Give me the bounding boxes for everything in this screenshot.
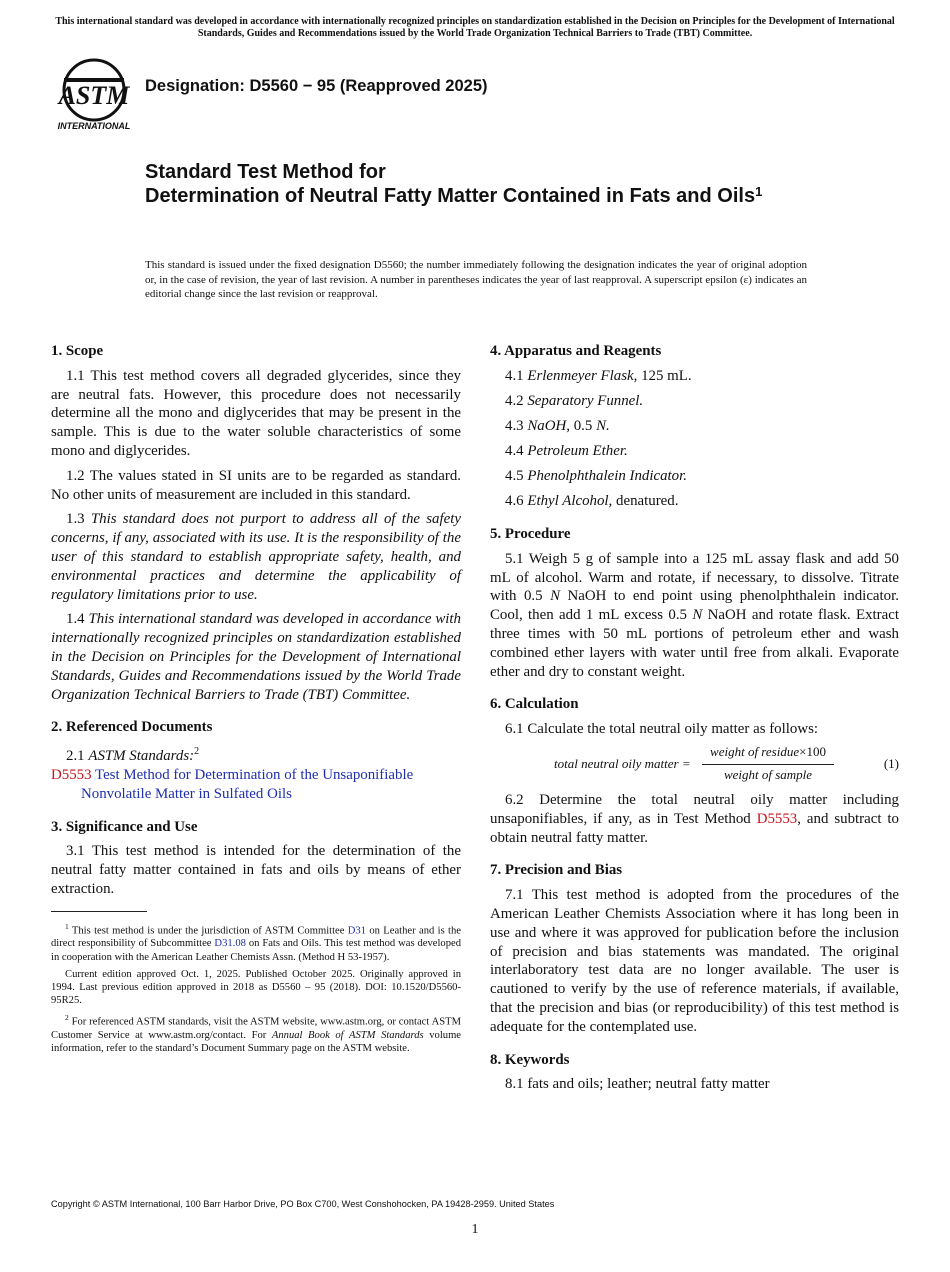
title-main: Determination of Neutral Fatty Matter Contained in Fats and Oils — [145, 185, 756, 207]
equation-denominator: weight of sample — [723, 766, 813, 782]
equation-lhs: total neutral oily matter = — [554, 756, 691, 772]
calculation-heading: 6. Calculation — [490, 696, 579, 713]
fn1-text-a: This test method is under the jurisdiction of ASTM Committee — [71, 925, 345, 937]
fn2-text-b: volume information, refer to the standard’s Document Summary page on the ASTM website. — [51, 1030, 462, 1055]
fn2-text-a: For referenced ASTM standards, visit the ASTM website, www.astm.org, or contact ASTM Customer Service at www.astm.org/contact. For — [51, 1016, 461, 1042]
apparatus-heading: 4. Apparatus and Reagents — [490, 343, 662, 359]
logo-subtitle: INTERNATIONAL — [57, 121, 131, 131]
logo-text: ASTM — [58, 81, 130, 110]
calculation-6-1: 6.1 Calculate the total neutral oily matter as follows: — [505, 721, 819, 738]
calculation-6-2: 6.2 Determine the total neutral oily matter including unsaponifiables, if any, as in Test Method D5553, and subtract to obtain neutral fatty matter. — [490, 792, 899, 846]
ref-sub-fn: 2 — [194, 746, 200, 758]
designation: Designation: D5560 − 95 (Reapproved 2025) — [145, 77, 488, 95]
astm-logo — [52, 56, 136, 132]
equation-1 — [490, 743, 899, 785]
ref-sub-num: 2.1 — [66, 748, 85, 765]
apparatus-item: 4.1 Erlenmeyer Flask, 125 mL. — [505, 367, 692, 384]
scope-1-2: 1.2 The values stated in SI units are to be regarded as standard. No other units of measurement are included in this standard. — [51, 467, 461, 503]
issued-note: This standard is issued under the fixed designation D5560; the number immediately following the designation indicates the year of original adoption or, in the case of revision, the year of last revision. A number in parentheses indicates the year of last reapproval. A superscript epsilon (ε) indicates an editorial change since the last revision or reapproval. — [145, 259, 807, 300]
scope-1-3-num: 1.3 — [66, 511, 85, 528]
apparatus-item: 4.3 NaOH, 0.5 N. — [505, 417, 610, 434]
ref-code-link[interactable]: D5553 — [51, 766, 92, 783]
ref-sub-label: ASTM Standards: — [88, 748, 195, 765]
right-column — [490, 342, 899, 1100]
fn1-text-b: on Leather and is the direct responsibility of Subcommittee — [51, 925, 461, 950]
d5553-link[interactable]: D5553 — [756, 810, 798, 827]
title-line-2 — [145, 184, 825, 208]
apparatus-item: 4.5 Phenolphthalein Indicator. — [505, 468, 687, 485]
fn1-mark: 1 — [65, 921, 69, 931]
fn1-text-c: on Fats and Oils. This test method was developed in cooperation with the American Leather Chemists Assn. (Method H 53-1957). — [51, 938, 462, 963]
fn1-link-d31[interactable]: D31 — [347, 925, 367, 937]
fn2-italic: Annual Book of ASTM Standards — [271, 1030, 424, 1042]
equation-fraction — [702, 743, 834, 785]
precision-heading: 7. Precision and Bias — [490, 862, 623, 879]
apparatus-item: 4.2 Separatory Funnel. — [505, 392, 644, 409]
page-number: 1 — [471, 1222, 479, 1237]
footnote-divider — [51, 911, 147, 912]
fn2-mark: 2 — [65, 1013, 69, 1023]
procedure-5-1: 5.1 Weigh 5 g of sample into a 125 mL assay flask and add 50 mL of alcohol. Warm and rotate, if necessary, to dissolve. Titrate with 0.5 N NaOH to end point using phenolphthalein indicator. Cool, then add 1 mL excess 0.5 N NaOH and rotate flask. Extract three times with 50 mL portions of petroleum ether and wash combined ether layers with water until free from alkali. Evaporate ether and dry to constant weight. — [490, 550, 899, 680]
scope-1-4 — [51, 610, 461, 704]
referenced-heading: 2. Referenced Documents — [51, 719, 213, 736]
scope-1-4-num: 1.4 — [66, 611, 85, 628]
title-line-1: Standard Test Method for — [145, 161, 386, 183]
ref-title-link-cont[interactable]: Nonvolatile Matter in Sulfated Oils — [81, 785, 292, 802]
equation-numerator: weight of residue×100 — [702, 743, 834, 765]
reference-d5553[interactable] — [51, 766, 461, 804]
precision-7-1: 7.1 This test method is adopted from the procedures of the American Leather Chemists Association where it has long been in use and where it was approved for publication before the inclusion of precision and bias statements was mandated. The original interlaboratory test data are no longer available. The user is cautioned to verify by the use of reference materials, if available, that the precision and bias (or reproducibility) of this test method is adequate for the contemplated use. — [490, 887, 899, 1035]
fn1-link-d3108[interactable]: D31.08 — [214, 938, 246, 950]
footnote-2 — [51, 1011, 461, 1055]
left-column — [51, 342, 461, 1060]
apparatus-item: 4.6 Ethyl Alcohol, denatured. — [505, 493, 679, 510]
scope-1-4-text: This international standard was developed in accordance with internationally recognized principles on standardization established in the Decision on Principles for the Development of International Standards, Guides and Recommendations issued by the World Trade Organization Technical Barriers to Trade (TBT) Committee. — [51, 611, 461, 703]
equation-number: (1) — [883, 756, 899, 772]
scope-heading: 1. Scope — [51, 343, 104, 359]
keywords-8-1: 8.1 fats and oils; leather; neutral fatty matter — [505, 1076, 770, 1093]
footnote-1 — [51, 920, 461, 964]
scope-1-3-text: This standard does not purport to address all of the safety concerns, if any, associated with its use. It is the responsibility of the user of this standard to establish appropriate safety, health, and environmental practices and determine the applicability of regulatory limitations prior to use. — [51, 511, 461, 603]
astm-standards-label — [51, 743, 461, 766]
procedure-heading: 5. Procedure — [490, 526, 571, 543]
footnote-edition: Current edition approved Oct. 1, 2025. Published October 2025. Originally approved in 1994. Last previous edition approved in 2018 as D5560 – 95 (2018). DOI: 10.1520/D5560-95R25. — [51, 968, 461, 1007]
copyright: Copyright © ASTM International, 100 Barr Harbor Drive, PO Box C700, West Conshohocken, PA 19428-2959. United States — [51, 1199, 555, 1209]
keywords-heading: 8. Keywords — [490, 1051, 570, 1068]
significance-3-1: 3.1 This test method is intended for the determination of the neutral fatty matter contained in fats and oils by means of ether extraction. — [51, 843, 461, 897]
ref-title-link[interactable]: Test Method for Determination of the Unsaponifiable — [95, 766, 414, 783]
significance-heading: 3. Significance and Use — [51, 818, 198, 835]
document-title — [145, 160, 825, 208]
tbt-notice: This international standard was developed in accordance with internationally recognized principles on standardization established in the Decision on Principles for the Development of International Standards, Guides and Recommendations issued by the World Trade Organization Technical Barriers to Trade (TBT) Committee. — [55, 16, 895, 39]
scope-1-1: 1.1 This test method covers all degraded glycerides, since they are neutral fats. However, this procedure does not necessarily determine all the mono and diglycerides that may be present in the sample. This is due to the water soluble characteristics of some mono and diglycerides. — [51, 367, 461, 459]
title-footnote-mark: 1 — [755, 184, 763, 199]
scope-1-3 — [51, 510, 461, 604]
apparatus-item: 4.4 Petroleum Ether. — [505, 443, 628, 460]
